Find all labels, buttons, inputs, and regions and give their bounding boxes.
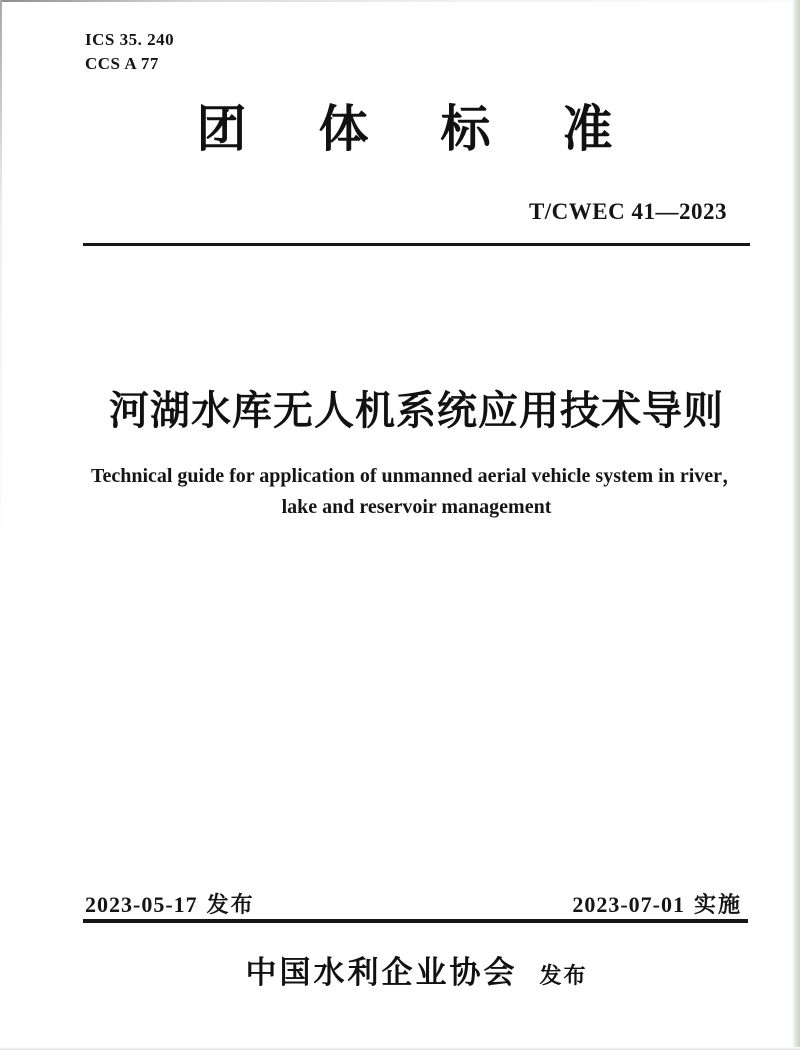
footer-rule: [83, 919, 748, 923]
date-row: [85, 888, 742, 919]
scan-edge-right: [792, 0, 800, 1050]
standard-number: T/CWEC 41—2023: [528, 199, 727, 224]
issue-date: 2023-05-17: [85, 892, 198, 917]
title-chinese: 河湖水库无人机系统应用技术导则: [109, 389, 724, 433]
issuer-action-label: 发布: [539, 963, 588, 988]
header-rule: [83, 243, 750, 246]
scan-edge-left: [0, 0, 2, 1050]
doc-type-char: 团: [196, 101, 247, 157]
title-english-line1: Technical guide for application of unmanned aerial vehicle system in river，: [90, 465, 743, 487]
doc-type-char: 准: [562, 101, 613, 157]
title-english: [83, 461, 750, 523]
ccs-code: CCS A 77: [85, 54, 159, 73]
classification-codes: [85, 28, 174, 76]
document-type-heading: [71, 100, 738, 158]
ics-code: ICS 35. 240: [85, 30, 175, 49]
implementation-date-group: [572, 888, 742, 919]
doc-type-char: 标: [440, 101, 491, 157]
issuer-organization: 中国水利企业协会: [245, 955, 518, 990]
implementation-date-label: 实施: [693, 892, 742, 917]
issue-date-group: [85, 888, 255, 919]
doc-type-char: 体: [318, 101, 369, 157]
cover-content: [83, 0, 750, 1050]
issue-date-label: 发布: [206, 892, 255, 917]
issuer-row: [83, 947, 750, 992]
implementation-date: 2023-07-01: [572, 892, 685, 917]
title-english-line2: lake and reservoir management: [281, 496, 552, 518]
